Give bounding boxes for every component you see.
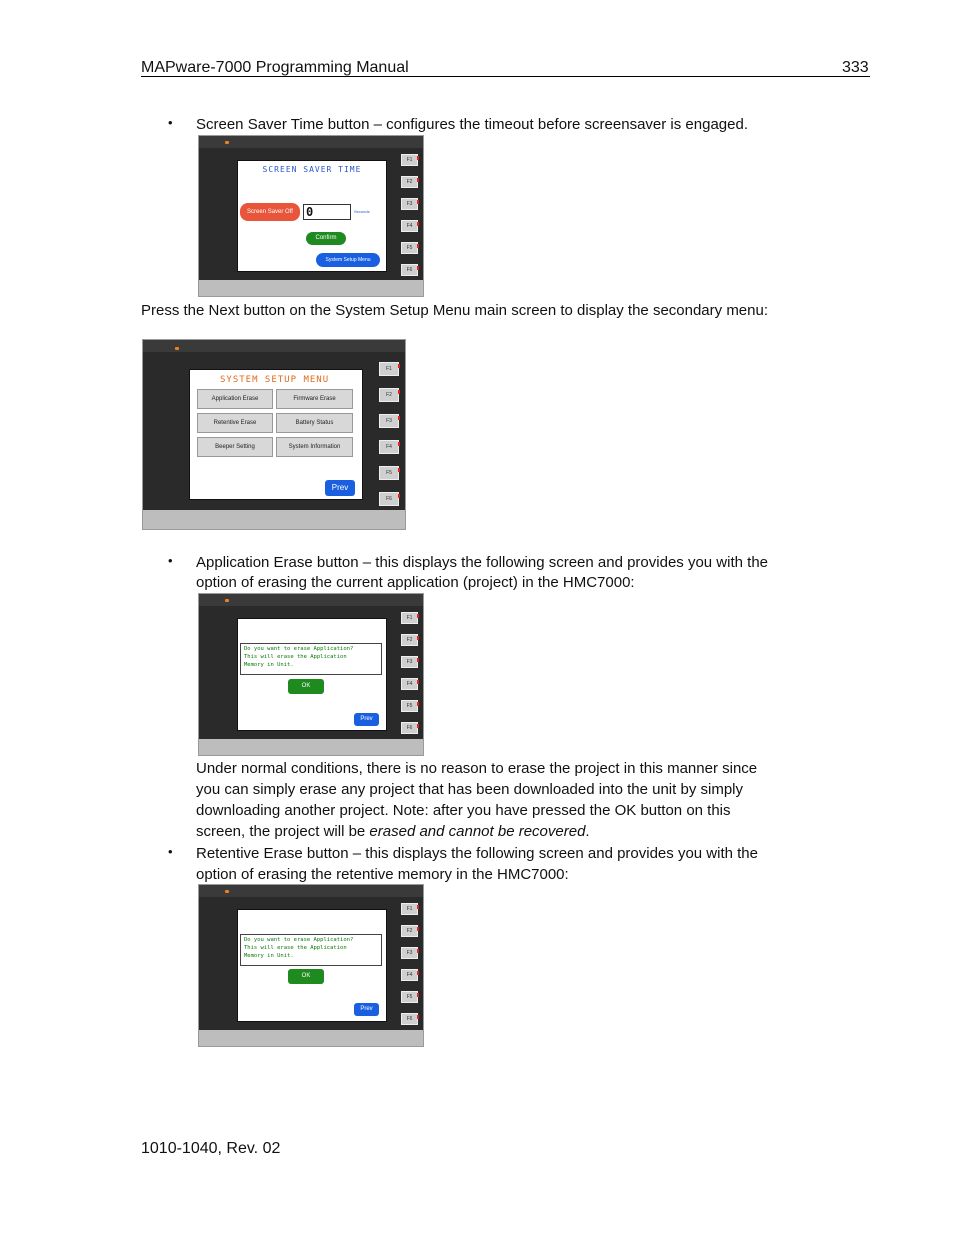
hmi-display [189,369,363,500]
f6-key[interactable]: F6 [401,264,418,276]
power-led [175,347,179,350]
screen-saver-text: Screen Saver Time button – configures the timeout before screensaver is engaged. [196,116,748,133]
normal-conditions-line1: Under normal conditions, there is no reason to erase the project in this manner since [196,760,758,777]
retentive-erase-text-line2: option of erasing the retentive memory in the HMC7000: [196,866,569,883]
message-line-3: Memory in Unit. [244,953,294,959]
f4-key[interactable]: F4 [401,969,418,981]
hmi-bezel-top [143,340,405,352]
power-led [225,141,229,144]
firmware-erase-button[interactable]: Firmware Erase [276,389,353,409]
erase-confirmation-message [240,643,382,675]
hmi-setup-menu-image [142,339,406,530]
hmi-screen-saver-image [198,135,424,297]
screen-saver-toggle-button[interactable]: Screen Saver Off [240,203,300,221]
f1-key[interactable]: F1 [401,903,418,915]
f2-key[interactable]: F2 [401,176,418,188]
power-led [225,890,229,893]
bullet-marker: • [168,115,173,130]
ok-button[interactable]: OK [288,969,324,984]
system-information-button[interactable]: System Information [276,437,353,457]
bullet-marker: • [168,844,173,859]
normal-conditions-line3: downloading another project. Note: after you have pressed the OK button on this [196,802,731,819]
line4-prefix: screen, the project will be [196,823,370,840]
hmi-bezel-bottom [143,510,405,529]
retentive-erase-text-line1: Retentive Erase button – this displays the following screen and provides you with the [196,845,758,862]
line4-suffix: . [585,823,590,840]
f5-key[interactable]: F5 [379,466,399,480]
f3-key[interactable]: F3 [401,656,418,668]
application-erase-button[interactable]: Application Erase [197,389,273,409]
battery-status-button[interactable]: Battery Status [276,413,353,433]
message-line-2: This will erase the Application [244,945,347,951]
press-next-text: Press the Next button on the System Setup Menu main screen to display the secondary menu: [141,302,769,319]
f6-key[interactable]: F6 [379,492,399,506]
setup-menu-title: SYSTEM SETUP MENU [220,375,330,385]
f1-key[interactable]: F1 [401,612,418,624]
message-line-1: Do you want to erase Application? [244,646,354,652]
hmi-display [237,160,387,272]
f1-key[interactable]: F1 [401,154,418,166]
application-erase-text-line1: Application Erase button – this displays the following screen and provides you with the [196,554,768,571]
hmi-bezel-top [199,885,423,897]
screen-saver-value-field[interactable]: 0 [303,204,351,220]
line4-emphasis: erased and cannot be recovered [369,823,586,840]
hmi-application-erase-image [198,593,424,756]
hmi-bezel-top [199,594,423,606]
hmi-bezel-bottom [199,739,423,755]
hmi-bezel-top [199,136,423,148]
f4-key[interactable]: F4 [401,678,418,690]
header-rule [141,76,870,77]
f4-key[interactable]: F4 [401,220,418,232]
hmi-retentive-erase-image [198,884,424,1047]
page-header-title: MAPware-7000 Programming Manual [141,59,409,76]
ok-button[interactable]: OK [288,679,324,694]
message-line-1: Do you want to erase Application? [244,937,354,943]
power-led [225,599,229,602]
f2-key[interactable]: F2 [379,388,399,402]
f5-key[interactable]: F5 [401,991,418,1003]
f6-key[interactable]: F6 [401,1013,418,1025]
f3-key[interactable]: F3 [379,414,399,428]
f5-key[interactable]: F5 [401,242,418,254]
normal-conditions-line4 [196,821,590,842]
f2-key[interactable]: F2 [401,925,418,937]
hmi-bezel-bottom [199,280,423,296]
confirm-button[interactable]: Confirm [306,232,346,245]
system-setup-menu-button[interactable]: System Setup Menu [316,253,380,267]
prev-button[interactable]: Prev [325,480,355,496]
footer-doc-number: 1010-1040, Rev. 02 [141,1140,281,1157]
bullet-marker: • [168,553,173,568]
normal-conditions-line2: you can simply erase any project that has been downloaded into the unit by simply [196,781,743,798]
message-line-2: This will erase the Application [244,654,347,660]
application-erase-text-line2: option of erasing the current application (project) in the HMC7000: [196,574,635,591]
f5-key[interactable]: F5 [401,700,418,712]
erase-confirmation-message [240,934,382,966]
prev-button[interactable]: Prev [354,713,379,726]
f3-key[interactable]: F3 [401,947,418,959]
screen-saver-title: SCREEN SAVER TIME [262,165,362,174]
hmi-display [237,618,387,731]
f6-key[interactable]: F6 [401,722,418,734]
hmi-bezel-bottom [199,1030,423,1046]
message-line-3: Memory in Unit. [244,662,294,668]
f3-key[interactable]: F3 [401,198,418,210]
f4-key[interactable]: F4 [379,440,399,454]
hmi-display [237,909,387,1022]
prev-button[interactable]: Prev [354,1003,379,1016]
page-number: 333 [842,59,869,76]
seconds-unit-label: Seconds [354,209,370,214]
f2-key[interactable]: F2 [401,634,418,646]
retentive-erase-button[interactable]: Retentive Erase [197,413,273,433]
f1-key[interactable]: F1 [379,362,399,376]
beeper-setting-button[interactable]: Beeper Setting [197,437,273,457]
